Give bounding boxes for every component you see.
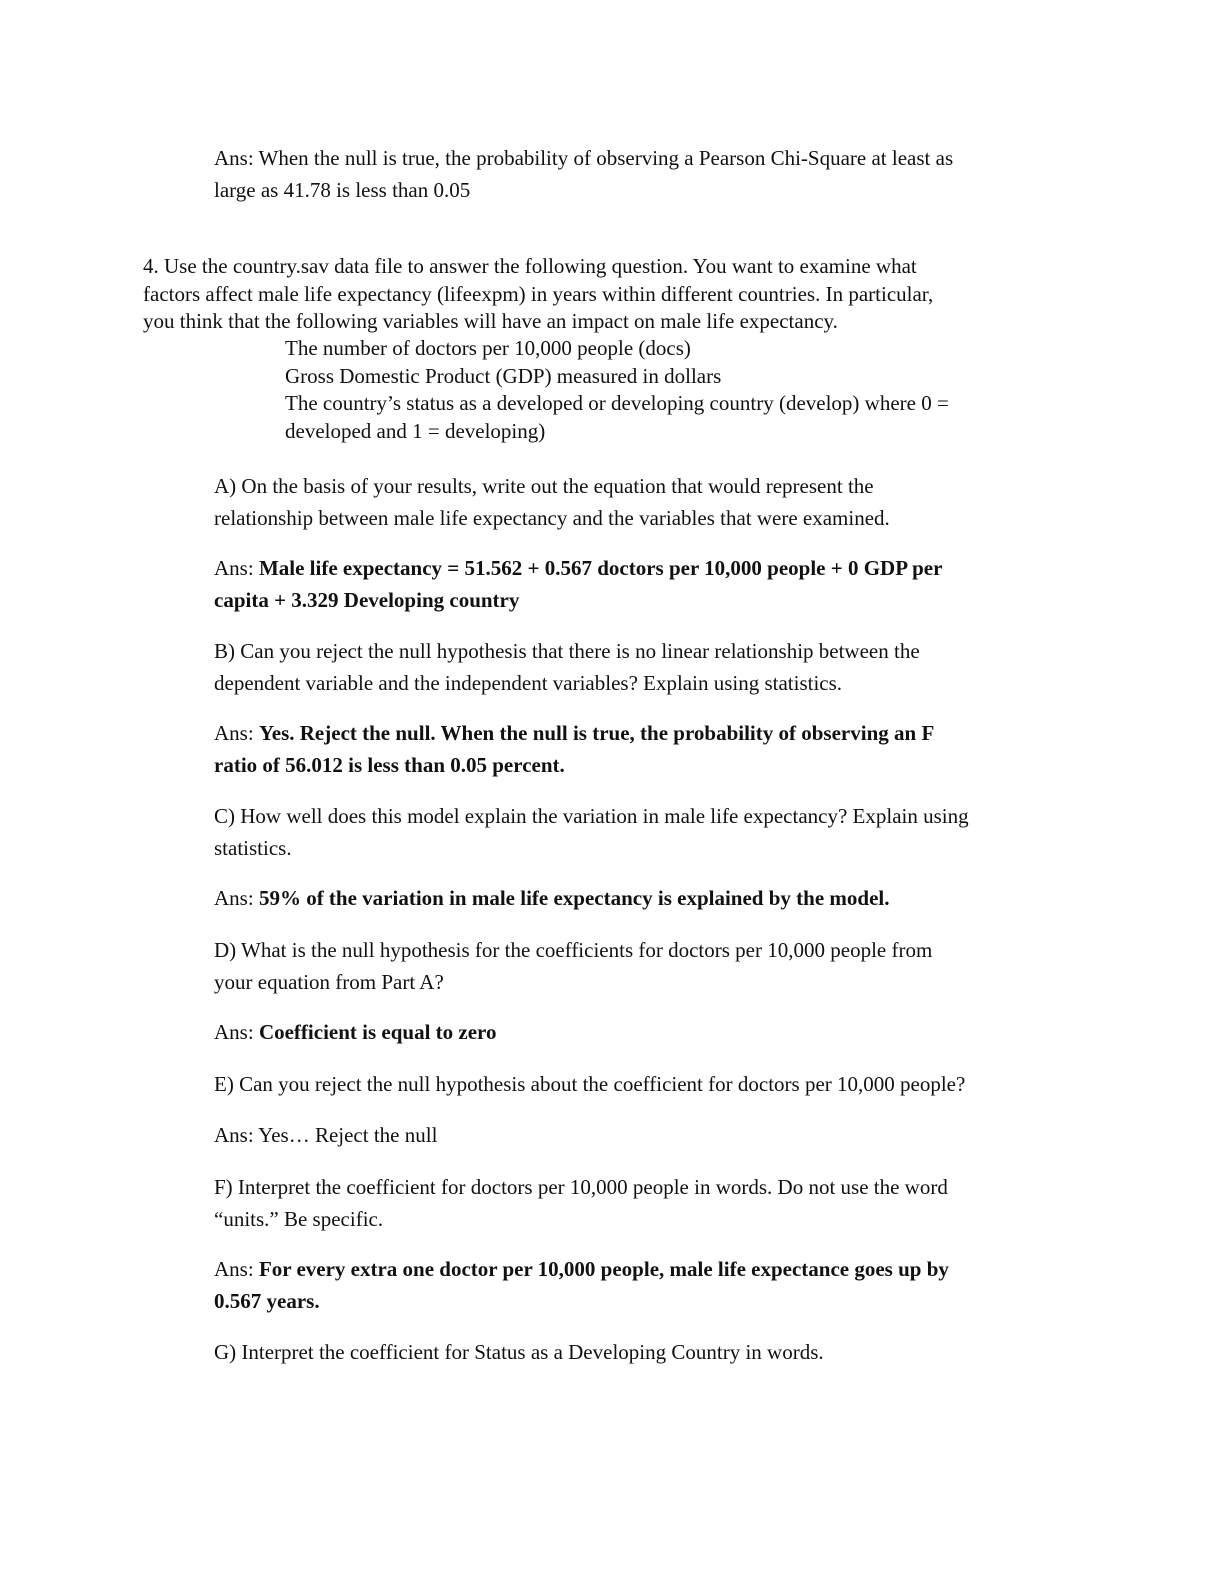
part-g-question-line: G) Interpret the coefficient for Status as a Developing Country in words.: [214, 1340, 824, 1364]
part-b-answer-line-1: [214, 717, 934, 749]
part-f-answer: [214, 1253, 949, 1317]
part-a-question-line-2: relationship between male life expectancy and the variables that were examined.: [214, 506, 890, 530]
part-e-question-line: E) Can you reject the null hypothesis about the coefficient for doctors per 10,000 people?: [214, 1072, 966, 1096]
variable-develop: The country’s status as a developed or developing country (develop) where 0 =: [285, 391, 949, 415]
part-g-question: [214, 1336, 824, 1368]
part-b-answer-line-2: ratio of 56.012 is less than 0.05 percent.: [214, 753, 565, 777]
part-d-question-line-2: your equation from Part A?: [214, 970, 444, 994]
part-f-answer-line-1: [214, 1253, 949, 1285]
part-e-answer-line: Ans: Yes… Reject the null: [214, 1123, 438, 1147]
variable-list: [285, 335, 949, 445]
variable-docs: The number of doctors per 10,000 people (docs): [285, 336, 691, 360]
part-f-question-line-2: “units.” Be specific.: [214, 1207, 384, 1231]
part-a-answer: [214, 552, 942, 616]
question-4-intro-line-2: factors affect male life expectancy (lifeexpm) in years within different countries. In particular,: [143, 281, 934, 306]
answer-label: Ans:: [214, 886, 259, 910]
part-b-question-line-1: B) Can you reject the null hypothesis that there is no linear relationship between the: [214, 639, 920, 663]
part-d-question: [214, 934, 932, 998]
part-a-answer-line-2: capita + 3.329 Developing country: [214, 588, 520, 612]
part-f-question-line-1: F) Interpret the coefficient for doctors per 10,000 people in words. Do not use the word: [214, 1175, 948, 1199]
part-f-question: [214, 1171, 948, 1235]
answer-label: Ans:: [214, 721, 259, 745]
question-4-intro-line-1: 4. Use the country.sav data file to answer the following question. You want to examine what: [143, 254, 917, 278]
answer-label: Ans:: [214, 1020, 259, 1044]
part-c-answer-line: [214, 882, 889, 914]
part-d-answer-text: Coefficient is equal to zero: [258, 1020, 497, 1044]
variable-gdp: Gross Domestic Product (GDP) measured in dollars: [285, 363, 722, 388]
part-a-question-line-1: A) On the basis of your results, write out the equation that would represent the: [214, 474, 874, 498]
part-b-question: [214, 635, 920, 699]
question-4-intro: [143, 253, 933, 336]
answer-label: Ans:: [214, 1257, 259, 1281]
part-a-question: [214, 470, 890, 534]
part-f-answer-line-2: 0.567 years.: [214, 1289, 320, 1313]
part-c-answer-text: 59% of the variation in male life expectancy is explained by the model.: [258, 886, 890, 910]
part-b-question-line-2: dependent variable and the independent variables? Explain using statistics.: [214, 671, 843, 695]
previous-answer-line-2: large as 41.78 is less than 0.05: [214, 178, 471, 202]
part-c-question-line-1: C) How well does this model explain the variation in male life expectancy? Explain using: [214, 804, 969, 828]
part-d-answer: [214, 1016, 497, 1048]
part-c-question: [214, 800, 969, 864]
part-b-answer-text-1: Yes. Reject the null. When the null is true, the probability of observing an F: [258, 721, 935, 745]
part-e-question: [214, 1068, 965, 1100]
previous-answer: [214, 142, 953, 206]
part-c-question-line-2: statistics.: [214, 836, 292, 860]
previous-answer-line-1: Ans: When the null is true, the probability of observing a Pearson Chi-Square at least as: [214, 146, 954, 170]
part-b-answer: [214, 717, 934, 781]
variable-develop-cont: developed and 1 = developing): [285, 418, 546, 443]
part-d-question-line-1: D) What is the null hypothesis for the coefficients for doctors per 10,000 people from: [214, 938, 933, 962]
part-c-answer: [214, 882, 889, 914]
part-f-answer-text-1: For every extra one doctor per 10,000 people, male life expectance goes up by: [258, 1257, 949, 1281]
question-4-intro-line-3: you think that the following variables will have an impact on male life expectancy.: [143, 309, 838, 333]
part-a-answer-line-1: [214, 552, 942, 584]
answer-label: Ans:: [214, 556, 259, 580]
part-d-answer-line: [214, 1016, 497, 1048]
part-a-answer-text-1: Male life expectancy = 51.562 + 0.567 doctors per 10,000 people + 0 GDP per: [258, 556, 943, 580]
part-e-answer: [214, 1119, 437, 1151]
